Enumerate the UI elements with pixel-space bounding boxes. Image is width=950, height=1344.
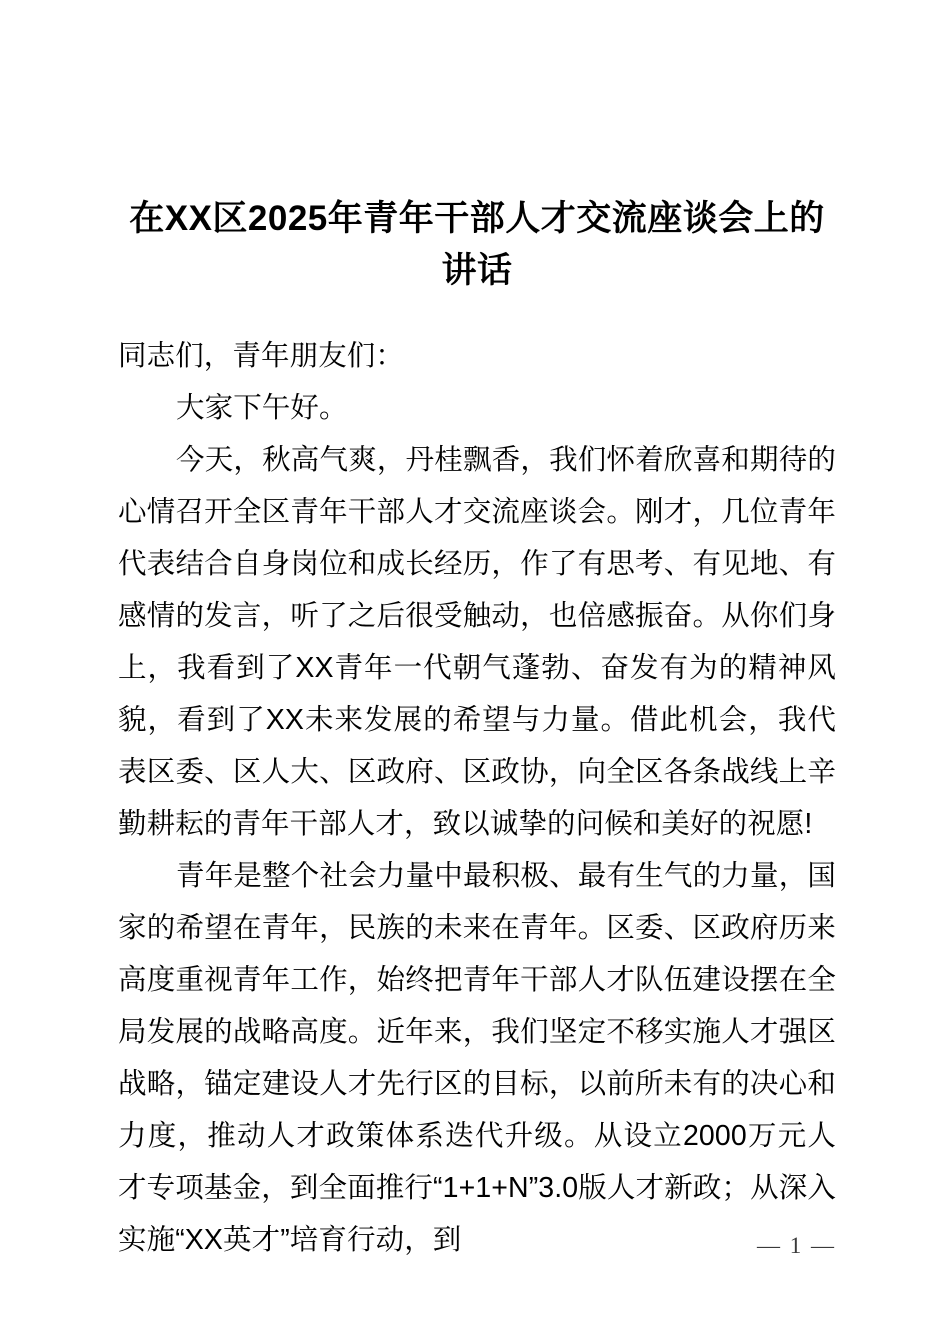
page-number-footer: — 1 —	[757, 1233, 836, 1258]
salutation-line: 同志们，青年朋友们：	[118, 340, 405, 372]
paragraph-youth-policy: 青年是整个社会力量中最积极、最有生气的力量，国家的希望在青年，民族的未来在青年。区委、区政府历来高度重视青年工作，始终把青年干部人才队伍建设摆在全局发展的战略高度。近年来，我们坚定不移实施人才强区战略，锚定建设人才先行区的目标，以前所未有的决心和力度，推动人才政策体系迭代升级。从设立2000万元人才专项基金，到全面推行“1+1+N”3.0版人才新政；从深入实施“XX英才”培育行动，到	[118, 860, 836, 1256]
document-body	[118, 330, 836, 1266]
page-title: 在XX区2025年青年干部人才交流座谈会上的讲话	[129, 199, 825, 291]
paragraph-greeting: 大家下午好。	[176, 392, 348, 424]
paragraph-opening-remarks: 今天，秋高气爽，丹桂飘香，我们怀着欣喜和期待的心情召开全区青年干部人才交流座谈会。刚才，几位青年代表结合自身岗位和成长经历，作了有思考、有见地、有感情的发言，听了之后很受触动，也倍感振奋。从你们身上，我看到了XX青年一代朝气蓬勃、奋发有为的精神风貌，看到了XX未来发展的希望与力量。借此机会，我代表区委、区人大、区政府、区政协，向全区各条战线上辛勤耕耘的青年干部人才，致以诚挚的问候和美好的祝愿!	[118, 444, 836, 840]
